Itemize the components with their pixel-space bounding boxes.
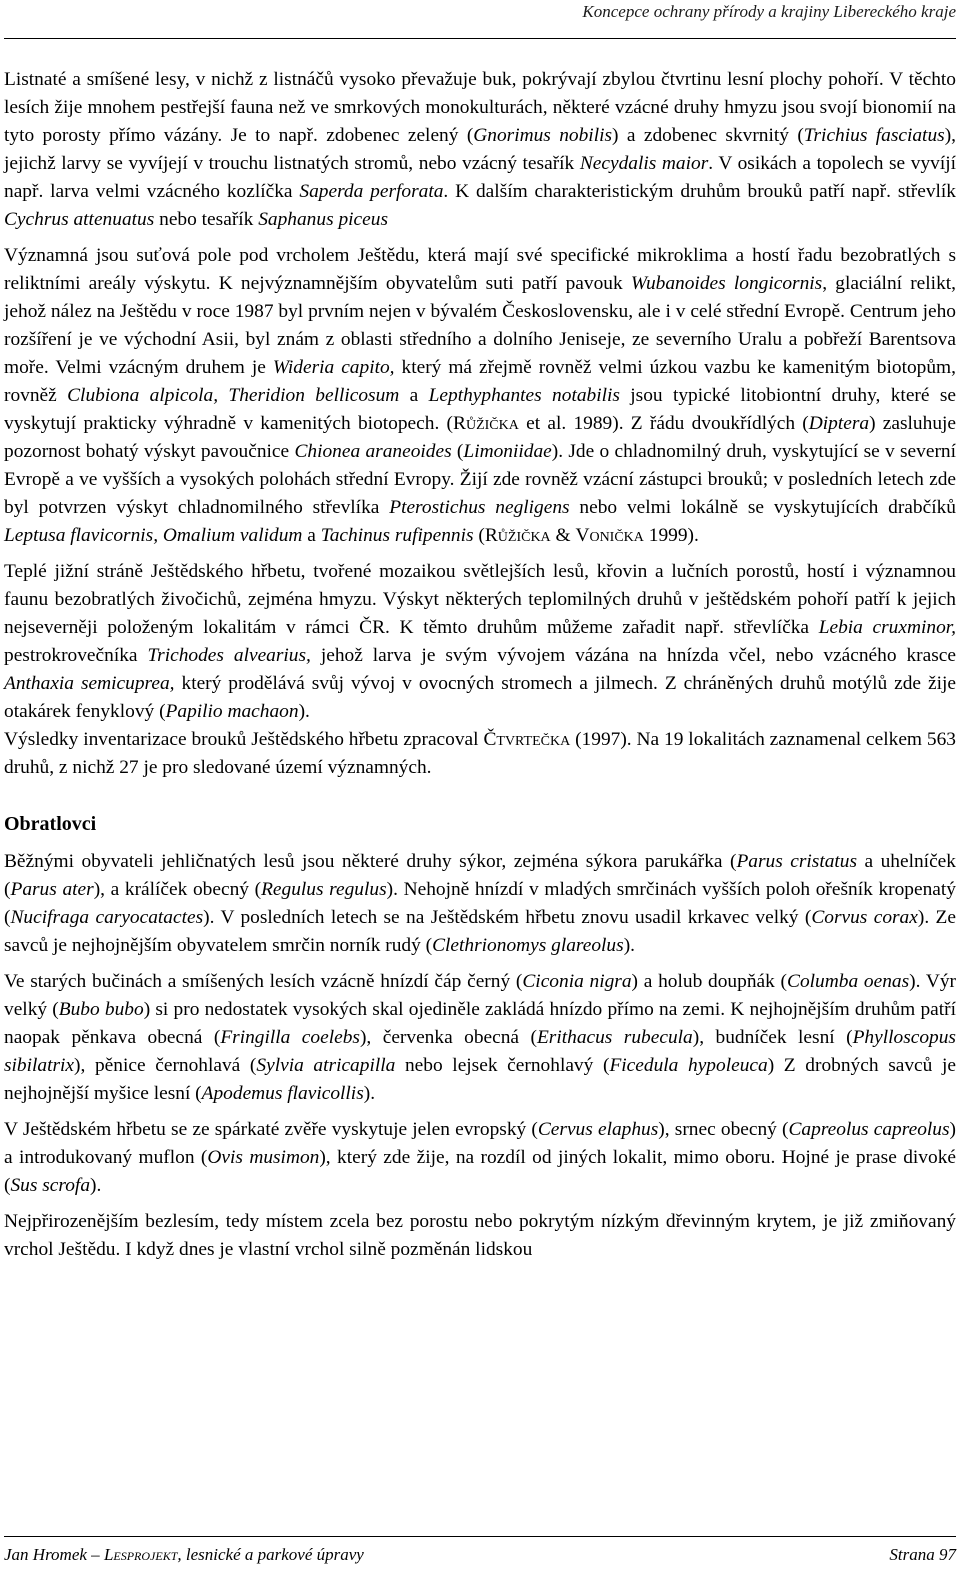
text-run: et al. 1989). Z řádu dvoukřídlých ( <box>518 413 809 434</box>
invertebrates-section <box>4 66 956 782</box>
latin-name: Tachinus rufipennis <box>320 525 474 546</box>
text-run: Ve starých bučinách a smíšených lesích vzácně hnízdí čáp černý ( <box>4 971 523 992</box>
latin-name: Regulus regulus <box>261 879 387 900</box>
latin-name: Columba oenas <box>787 971 910 992</box>
text-run: ( <box>451 441 464 462</box>
text-run: jehož larva je svým vývojem vázána na hnízda včel, nebo vzácného krasce <box>310 645 956 666</box>
latin-name: Sus scrofa <box>10 1175 91 1196</box>
footer-author-name: Jan Hromek – <box>4 1545 104 1564</box>
author-citation: Čtvrtečka <box>483 729 571 750</box>
text-run: ) Z drobných savců je nejhojnější myšice lesní ( <box>4 1055 956 1104</box>
latin-name: Lebia cruxminor, <box>818 617 957 638</box>
header-divider <box>4 38 956 39</box>
latin-name: Fringilla coelebs <box>220 1027 360 1048</box>
latin-name: Lepthyphantes notabilis <box>428 385 620 406</box>
text-run: ( <box>473 525 485 546</box>
latin-name: Corvus corax <box>811 907 918 928</box>
text-run: Běžnými obyvateli jehličnatých lesů jsou některé druhy sýkor, zejména sýkora parukářka ( <box>4 851 737 872</box>
paragraph <box>4 1116 956 1200</box>
latin-name: Leptusa flavicornis, Omalium validum <box>4 525 303 546</box>
latin-name: Trichodes alvearius, <box>147 645 311 666</box>
text-run: ). <box>90 1175 102 1196</box>
section-heading: Obratlovci <box>4 813 97 835</box>
latin-name: Limoniidae <box>463 441 552 462</box>
text-run: Listnaté a smíšené lesy, v nichž z listnáčů vysoko převažuje buk, pokrývají zbylou čtvrtinu lesní plochy pohoří. V těchto lesích žije mnohem pestřejší fauna než ve smrkových monokulturách, některé vzácné druhy hmyzu jsou svojí bionomií na tyto porosty přímo vázány. Je to např. zdobenec zelený ( <box>4 69 956 146</box>
running-header: Koncepce ochrany přírody a krajiny Libereckého kraje <box>582 2 956 21</box>
text-run: Významná jsou suťová pole pod vrcholem Ještědu, která mají své specifické mikroklima a hostí řadu bezobratlých s reliktními areály výskytu. K nejvýznamnějším obyvatelům suti patří pavouk <box>4 245 956 294</box>
latin-name: Pterostichus negligens <box>389 497 570 518</box>
text-run: ), pěnice černohlavá ( <box>74 1055 257 1076</box>
latin-name: Diptera <box>808 413 870 434</box>
text-run: ). <box>363 1083 376 1104</box>
paragraph <box>4 1208 956 1264</box>
latin-name: Trichius fasciatus <box>803 125 945 146</box>
text-run: a <box>302 525 321 546</box>
latin-name: Nucifraga caryocatactes <box>10 907 204 928</box>
paragraph <box>4 558 956 726</box>
text-run: ). <box>298 701 310 722</box>
document-body <box>4 66 956 1272</box>
latin-name: Necydalis maior <box>579 153 709 174</box>
text-run: V Ještědském hřbetu se ze spárkaté zvěře vyskytuje jelen evropský ( <box>4 1119 538 1140</box>
text-run: ) a zdobenec skvrnitý ( <box>612 125 804 146</box>
text-run: ) zasluhuje pozornost bohatý výskyt pavoučnice <box>4 413 957 462</box>
text-run: a uhelníček ( <box>4 851 956 900</box>
text-run: ), který zde žije, na rozdíl od jiných lokalit, mimo oboru. Hojné je prase divoké ( <box>4 1147 956 1196</box>
footer-divider <box>4 1536 956 1537</box>
text-run: ) a introdukovaný muflon ( <box>4 1119 956 1168</box>
text-run: který má zřejmě rovněž velmi úzkou vazbu ke kamenitým biotopům, rovněž <box>4 357 956 406</box>
text-run: ) si pro nedostatek vysokých skal ojediněle zakládá hnízdo přímo na zemi. K nejhojnějším druhům patří naopak pěnkava obecná ( <box>4 999 956 1048</box>
paragraph <box>4 968 956 1108</box>
latin-name: Cychrus attenuatus <box>4 209 155 230</box>
text-run: ). <box>623 935 635 956</box>
text-run: ). Jde o chladnomilný druh, vyskytující se v severní Evropě a ve vyšších a vysokých polohách střední Evropy. Žijí zde rovněž vzácní zástupci brouků; v posledních letech zde byl potvrzen výskyt chladnomilného střevlíka <box>4 441 957 518</box>
latin-name: Apodemus flavicollis <box>201 1083 364 1104</box>
paragraph <box>4 66 956 234</box>
text-run: ). Nehojně hnízdí v mladých smrčinách vyšších poloh ořešník kropenatý ( <box>4 879 956 928</box>
footer-author <box>4 1545 364 1565</box>
footer-company: Lesprojekt <box>103 1545 178 1564</box>
text-run: 1999). <box>643 525 699 546</box>
latin-name: Papilio machaon <box>165 701 299 722</box>
text-run: ). Výr velký ( <box>4 971 957 1020</box>
latin-name: Ficedula hypoleuca <box>609 1055 768 1076</box>
latin-name: Saphanus piceus <box>258 209 389 230</box>
text-run: . K dalším charakteristickým druhům brouků patří např. střevlík <box>443 181 956 202</box>
latin-name: Anthaxia semicuprea, <box>4 673 175 694</box>
paragraph <box>4 848 956 960</box>
text-run: Teplé jižní stráně Ještědského hřbetu, tvořené mozaikou světlejších lesů, křovin a lučních porostů, hostí i významnou faunu bezobratlých živočichů, zejména hmyzu. Výskyt některých teplomilných druhů v ještědském pohoří patří k jejich nejseverněji položeným lokalitám v rámci ČR. K těmto druhům můžeme zařadit např. střevlíčka <box>4 561 956 638</box>
latin-name: Gnorimus nobilis <box>473 125 613 146</box>
latin-name: Wubanoides longicornis <box>630 273 823 294</box>
text-run: ) a holub doupňák ( <box>631 971 788 992</box>
text-run: ), jejichž larvy se vyvíjejí v trouchu listnatých stromů, nebo vzácný tesařík <box>4 125 957 174</box>
latin-name: Bubo bubo <box>58 999 144 1020</box>
latin-name: Capreolus capreolus <box>788 1119 950 1140</box>
latin-name: Saperda perforata <box>299 181 444 202</box>
text-run: nebo lejsek černohlavý ( <box>395 1055 610 1076</box>
text-run: ), budníček lesní ( <box>692 1027 853 1048</box>
paragraph <box>4 242 956 550</box>
text-run: ), srnec obecný ( <box>658 1119 789 1140</box>
latin-name: Sylvia atricapilla <box>256 1055 396 1076</box>
text-run: (1997). Na 19 lokalitách zaznamenal celkem 563 druhů, z nichž 27 je pro sledované území významných. <box>4 729 956 778</box>
latin-name: Erithacus rubecula <box>536 1027 693 1048</box>
vertebrates-section <box>4 848 956 1264</box>
text-run: ). Ze savců je nejhojnějším obyvatelem smrčin norník rudý ( <box>4 907 956 956</box>
footer-company-suffix: , lesnické a parkové úpravy <box>177 1545 364 1564</box>
latin-name: Cervus elaphus <box>537 1119 659 1140</box>
text-run: . V osikách a topolech se vyvíjí např. larva velmi vzácného kozlíčka <box>4 153 957 202</box>
latin-name: Parus ater <box>10 879 94 900</box>
text-run: Nejpřirozenějším bezlesím, tedy místem zcela bez porostu nebo pokrytým nízkým dřevinným krytem, je již zmiňovaný vrchol Ještědu. I když dnes je vlastní vrchol silně pozměnán lidskou <box>4 1211 956 1260</box>
latin-name: Ovis musimon <box>207 1147 320 1168</box>
text-run: ), červenka obecná ( <box>359 1027 537 1048</box>
text-run: pestrokrovečníka <box>4 645 148 666</box>
text-run: nebo velmi lokálně se vyskytujících drabčíků <box>569 497 956 518</box>
author-citation: Vonička <box>575 525 644 546</box>
text-run: a <box>399 385 429 406</box>
text-run: jsou typické litobiontní druhy, které se vyskytují prakticky výhradně v kamenitých biotopech. ( <box>4 385 956 434</box>
text-run: , glaciální relikt, jehož nález na Ještědu v roce 1987 byl prvním nejen v bývalém Československu, ale i v celé střední Evropě. Centrum jeho rozšíření je ve východní Asii, byl znám z oblasti středního a dolního Jeniseje, ze severního Uralu a pobřeží Barentsova moře. Velmi vzácným druhem je <box>4 273 956 378</box>
latin-name: Ciconia nigra <box>522 971 632 992</box>
text-run: nebo tesařík <box>154 209 259 230</box>
text-run: který prodělává svůj vývoj v ovocných stromech a jilmech. Z chráněných druhů motýlů zde žije otakárek fenyklový ( <box>4 673 957 722</box>
latin-name: Clethrionomys glareolus <box>432 935 624 956</box>
page-number: Strana 97 <box>889 1545 956 1564</box>
paragraph <box>4 726 956 782</box>
latin-name: Parus cristatus <box>736 851 858 872</box>
text-run: ). V posledních letech se na Ještědském hřbetu znovu usadil krkavec velký ( <box>203 907 812 928</box>
text-run: Výsledky inventarizace brouků Ještědského hřbetu zpracoval <box>4 729 484 750</box>
latin-name: Clubiona alpicola, Theridion bellicosum <box>67 385 400 406</box>
author-citation: Růžička <box>484 525 551 546</box>
text-run: ), a králíček obecný ( <box>93 879 262 900</box>
latin-name: Chionea araneoides <box>294 441 452 462</box>
text-run: & <box>550 525 576 546</box>
latin-name: Wideria capito, <box>272 357 395 378</box>
author-citation: Růžička <box>453 413 519 434</box>
latin-name: Phylloscopus sibilatrix <box>4 1027 956 1076</box>
